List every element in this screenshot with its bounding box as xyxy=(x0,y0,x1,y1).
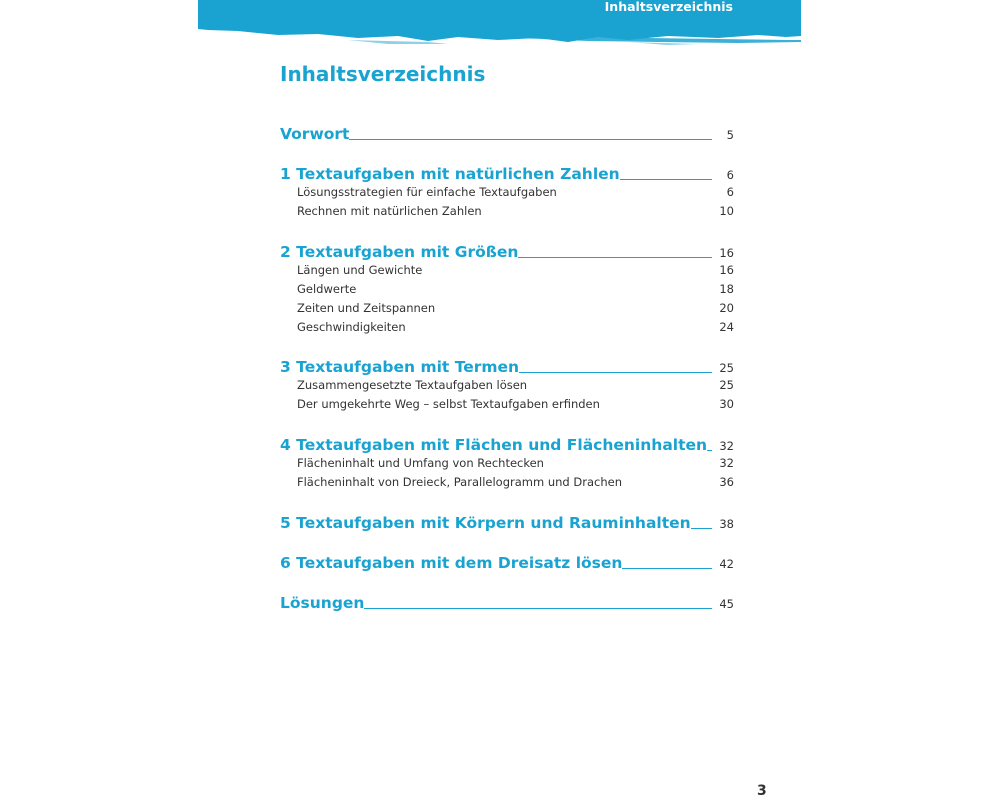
toc-entry-label: Vorwort xyxy=(280,125,350,143)
toc-chapter-4[interactable] xyxy=(280,433,734,455)
toc-entry-page: 32 xyxy=(719,439,734,453)
toc-entry-page: 25 xyxy=(719,361,734,375)
toc-subentry[interactable] xyxy=(280,455,734,472)
toc-subentry-page: 16 xyxy=(719,263,734,277)
toc-subentry-label: Rechnen mit natürlichen Zahlen xyxy=(297,204,482,218)
toc-chapter-1[interactable] xyxy=(280,162,734,184)
table-of-contents xyxy=(280,0,734,800)
toc-entry-label: 6 Textaufgaben mit dem Dreisatz lösen xyxy=(280,554,623,572)
banner-label: Inhaltsverzeichnis xyxy=(604,0,733,14)
toc-entry-page: 6 xyxy=(726,168,734,182)
toc-entry-label: 2 Textaufgaben mit Größen xyxy=(280,243,519,261)
toc-subentry-page: 6 xyxy=(726,185,734,199)
toc-subentry-label: Flächeninhalt und Umfang von Rechtecken xyxy=(297,456,544,470)
toc-subentry-label: Geldwerte xyxy=(297,282,357,296)
toc-subentry-label: Lösungsstrategien für einfache Textaufgaben xyxy=(297,185,557,199)
toc-subentry-label: Geschwindigkeiten xyxy=(297,320,406,334)
toc-entry-page: 16 xyxy=(719,246,734,260)
toc-chapter-2[interactable] xyxy=(280,240,734,262)
toc-subentry-page: 36 xyxy=(719,475,734,489)
toc-subentry-page: 18 xyxy=(719,282,734,296)
toc-subentry[interactable] xyxy=(280,300,734,317)
toc-subentry[interactable] xyxy=(280,203,734,220)
toc-entry-page: 45 xyxy=(719,597,734,611)
toc-subentry[interactable] xyxy=(280,319,734,336)
toc-subentry-page: 32 xyxy=(719,456,734,470)
toc-entry-page: 42 xyxy=(719,557,734,571)
toc-subentry-label: Zusammengesetzte Textaufgaben lösen xyxy=(297,378,528,392)
toc-chapter-3[interactable] xyxy=(280,355,734,377)
page-title: Inhaltsverzeichnis xyxy=(280,62,486,86)
toc-entry-label: 1 Textaufgaben mit natürlichen Zahlen xyxy=(280,165,620,183)
toc-subentry-page: 30 xyxy=(719,397,734,411)
toc-subentry-label: Längen und Gewichte xyxy=(297,263,423,277)
toc-subentry[interactable] xyxy=(280,474,734,491)
toc-subentry-label: Zeiten und Zeitspannen xyxy=(297,301,436,315)
toc-entry-label: 3 Textaufgaben mit Termen xyxy=(280,358,520,376)
toc-subentry-page: 20 xyxy=(719,301,734,315)
toc-subentry-page: 24 xyxy=(719,320,734,334)
toc-subentry[interactable] xyxy=(280,184,734,201)
page-number: 3 xyxy=(757,783,767,799)
toc-chapter-5[interactable] xyxy=(280,511,734,533)
toc-entry-label: Lösungen xyxy=(280,594,365,612)
toc-subentry[interactable] xyxy=(280,377,734,394)
toc-entry-vorwort[interactable] xyxy=(280,122,734,144)
toc-subentry-label: Flächeninhalt von Dreieck, Parallelogramm und Drachen xyxy=(297,475,622,489)
toc-chapter-6[interactable] xyxy=(280,551,734,573)
toc-subentry[interactable] xyxy=(280,396,734,413)
toc-entry-label: 4 Textaufgaben mit Flächen und Flächeninhalten xyxy=(280,436,708,454)
toc-entry-page: 5 xyxy=(726,128,734,142)
toc-entry-page: 38 xyxy=(719,517,734,531)
toc-entry-label: 5 Textaufgaben mit Körpern und Rauminhalten xyxy=(280,514,691,532)
toc-subentry-label: Der umgekehrte Weg – selbst Textaufgaben erfinden xyxy=(297,397,600,411)
toc-subentry-page: 10 xyxy=(719,204,734,218)
toc-entry-loesungen[interactable] xyxy=(280,591,734,613)
toc-subentry-page: 25 xyxy=(719,378,734,392)
toc-subentry[interactable] xyxy=(280,281,734,298)
toc-subentry[interactable] xyxy=(280,262,734,279)
